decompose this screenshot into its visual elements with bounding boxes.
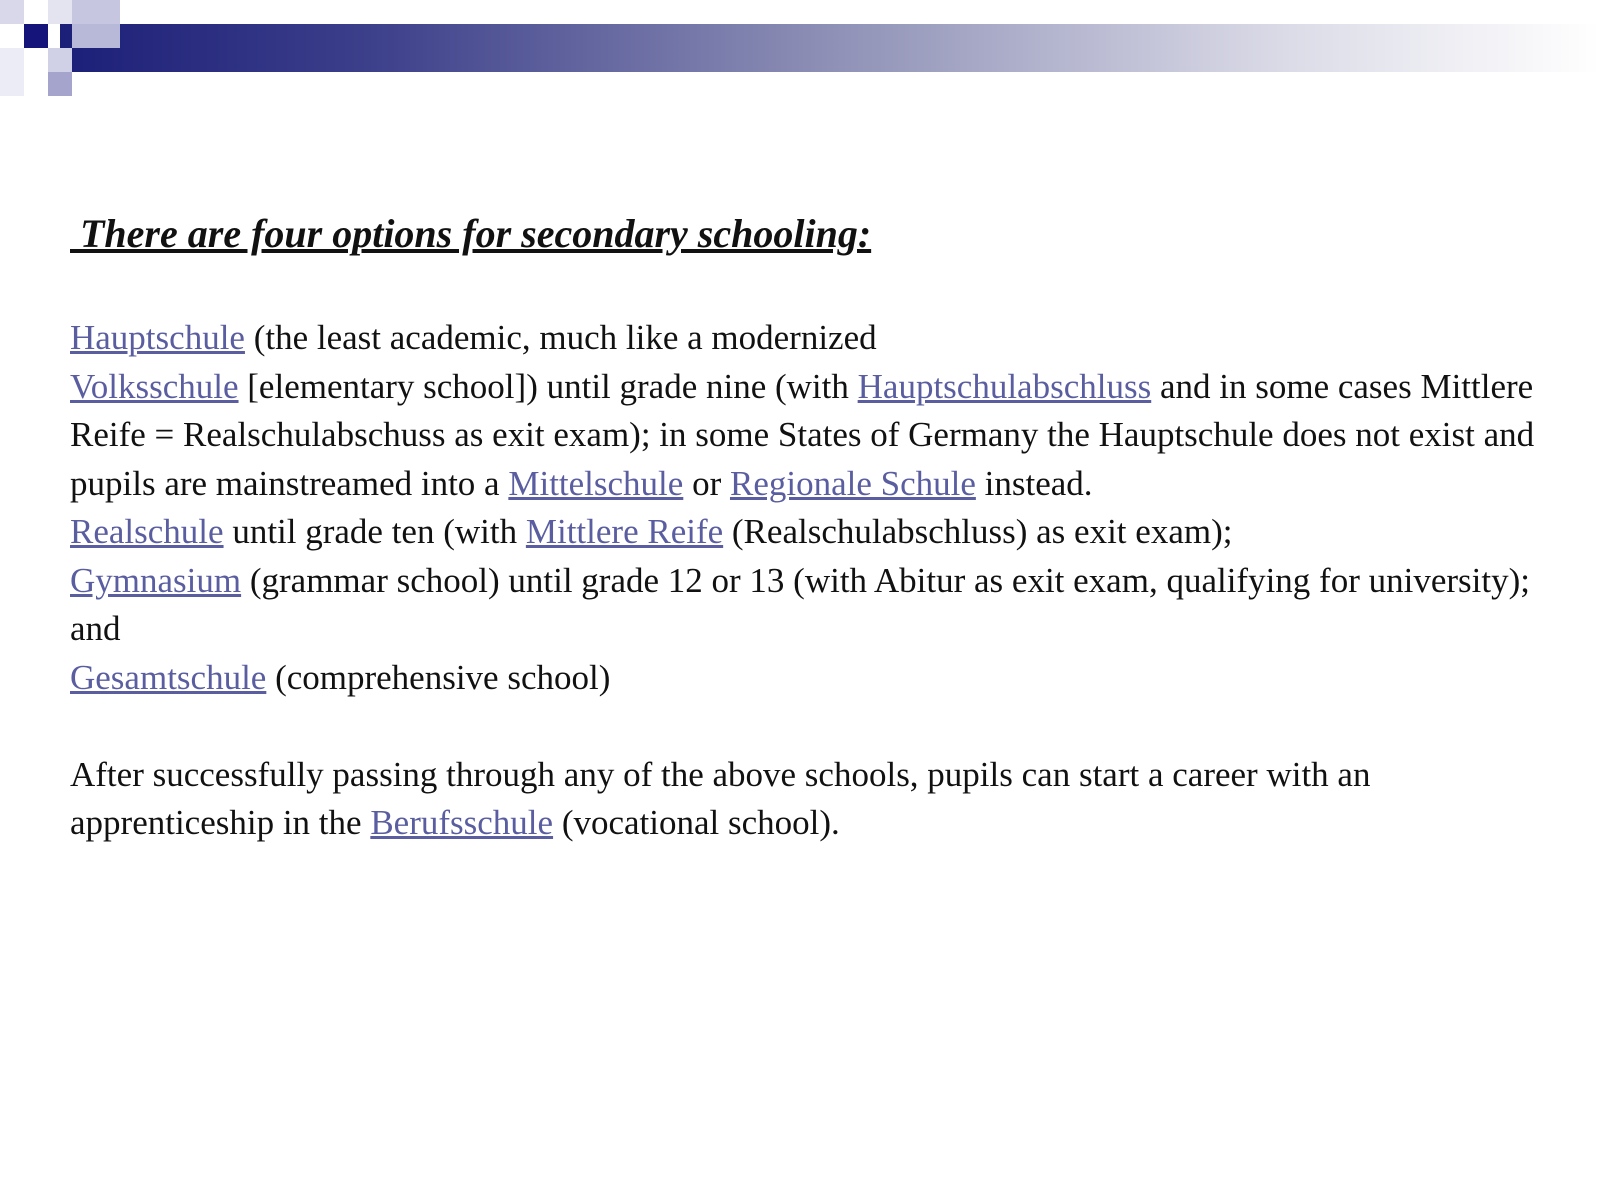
text: (vocational school). xyxy=(553,803,840,842)
decor-square xyxy=(48,72,72,96)
link-volksschule[interactable]: Volksschule xyxy=(70,366,239,406)
link-regionale-schule[interactable]: Regionale Schule xyxy=(729,463,976,503)
decor-square xyxy=(72,0,120,24)
link-berufsschule[interactable]: Berufsschule xyxy=(370,803,554,842)
text: until grade ten (with xyxy=(223,512,526,551)
paragraph-gymnasium xyxy=(70,557,1540,654)
link-hauptschulabschluss[interactable]: Hauptschulabschluss xyxy=(857,366,1152,406)
decor-square-dark xyxy=(24,24,48,48)
decor-square xyxy=(48,0,72,24)
text: (comprehensive school) xyxy=(266,657,611,697)
text: [elementary school]) until grade nine (with xyxy=(238,366,858,406)
text: (the least academic, much like a modernized xyxy=(244,318,877,357)
text: After successfully passing through any of the above schools, pupils can start a career with an apprenticeship in the xyxy=(70,754,1371,842)
link-realschule[interactable]: Realschule xyxy=(70,512,224,551)
decor-square xyxy=(0,0,24,24)
decor-square xyxy=(72,24,120,48)
text: (Realschulabschluss) as exit exam); xyxy=(723,512,1233,551)
slide-header-decoration xyxy=(0,0,1600,100)
decor-square xyxy=(48,48,72,72)
paragraph-hauptschule xyxy=(70,314,1540,508)
paragraph-gesamtschule xyxy=(70,654,1540,703)
paragraph-realschule xyxy=(70,508,1540,557)
text: and in some cases Mittlere Reife = Realschulabschuss as exit exam); in some States of Germany the Hauptschule does not exist and pupils are mainstreamed into a xyxy=(70,366,1535,503)
text: instead. xyxy=(975,463,1093,503)
link-hauptschule[interactable]: Hauptschule xyxy=(70,318,245,357)
link-gymnasium[interactable]: Gymnasium xyxy=(70,560,242,600)
link-mittlere-reife[interactable]: Mittlere Reife xyxy=(525,512,724,551)
paragraph-berufsschule xyxy=(70,751,1540,848)
link-gesamtschule[interactable]: Gesamtschule xyxy=(70,657,267,697)
text: (grammar school) until grade 12 or 13 (with Abitur as exit exam, qualifying for university); and xyxy=(70,560,1530,648)
text: or xyxy=(683,463,730,503)
header-gradient-bar xyxy=(60,24,1600,72)
paragraph-spacer xyxy=(70,702,1540,751)
slide-title: There are four options for secondary schooling: xyxy=(70,211,872,256)
slide-body xyxy=(70,314,1540,848)
link-mittelschule[interactable]: Mittelschule xyxy=(508,463,684,503)
decor-square xyxy=(0,48,24,96)
